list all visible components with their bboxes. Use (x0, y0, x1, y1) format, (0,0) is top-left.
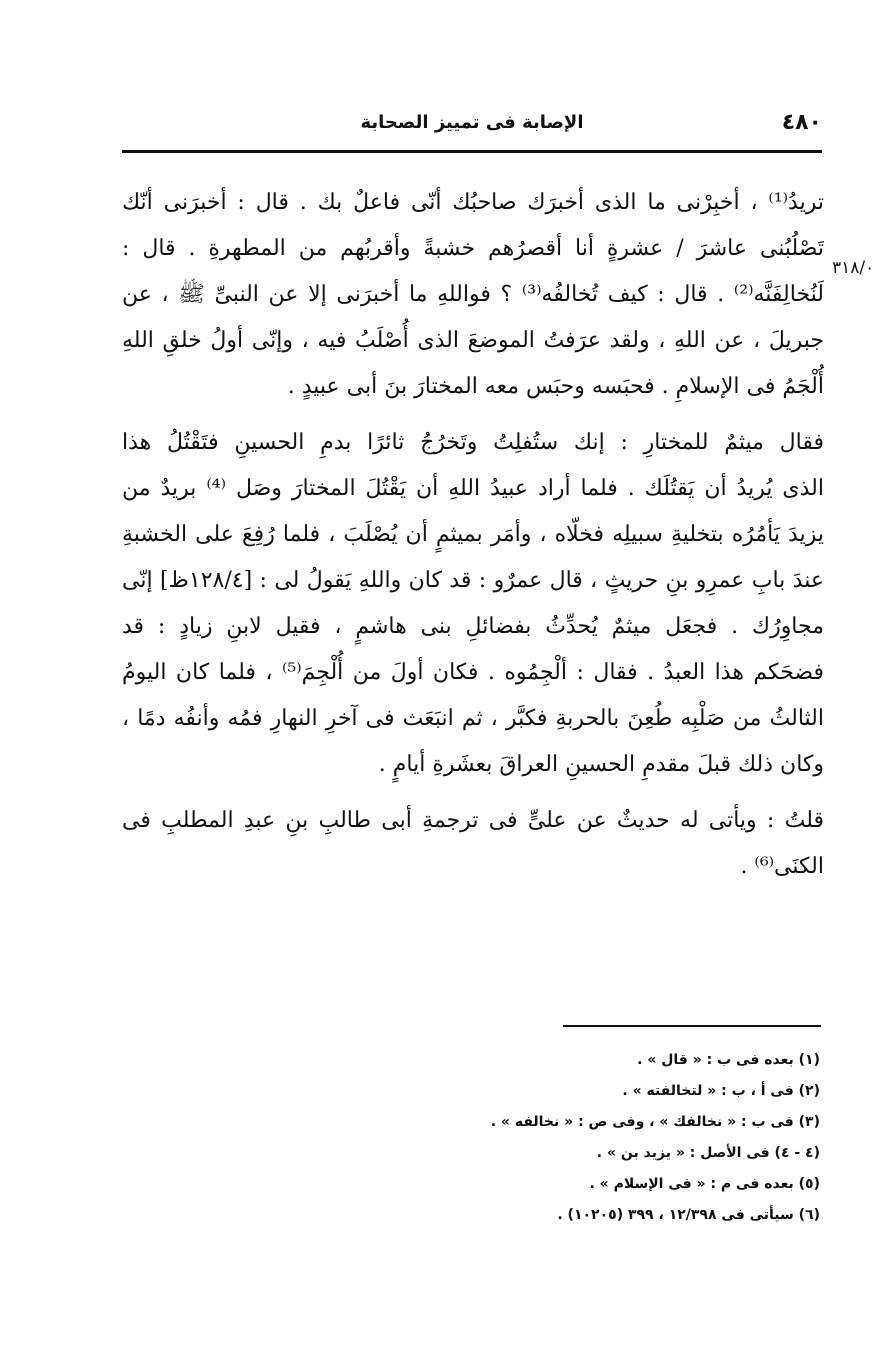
footnote: (٤ - ٤) فى الأصل : « يزيد بن » . (596, 1145, 820, 1161)
text-line: الثالثُ من صَلْبِه طُعِنَ بالحربةِ فكبَّر ، ثم انبَعَث فى آخرِ النهارِ فمُه وأنفُه دمًا ، (122, 706, 824, 731)
text-line: يزيدَ يَأمُرُه بتخليةِ سبيلِه فخلّاه ، وأمَر بميثمٍ أن يُصْلَبَ ، فلما رُفِعَ على الخشبةِ (122, 522, 824, 547)
text-line: فقال ميثمٌ للمختارِ : إنك ستُفلِتُ وتَخرُجُ ثائرًا بدمِ الحسينِ فتَقْتُلُ هذا (122, 430, 824, 455)
text-line: تَصْلُبُنى عاشرَ / عشرةٍ أنا أقصرُهم خشبةً وأقربُهم من المطهرةِ . قال : (122, 236, 824, 261)
footnotes (300, 1045, 820, 1231)
footnote: (٢) فى أ ، ب : « لتخالفته » . (622, 1083, 820, 1099)
header-rule (122, 150, 822, 153)
footnote: (٥) بعده فى م : « فى الإسلام » . (589, 1176, 820, 1192)
text-line: أُلْجَمُ فى الإسلامِ . فحبَسه وحبَس معه المختارَ بنَ أبى عبيدٍ . (287, 374, 824, 399)
paragraph-1 (122, 180, 824, 410)
footnote: (٣) فى ب : « نخالفك » ، وفى ص : « نخالفه » . (490, 1114, 820, 1130)
text-line: الذى يُريدُ أن يَقتُلَك . فلما أراد عبيدُ اللهِ أن يَقْتُلَ المختارَ وصَل ⁽⁴⁾ بريدٌ من (122, 476, 824, 501)
text-line: تريدُ⁽¹⁾ ، أخبِرْنى ما الذى أخبرَك صاحبُك أنّى فاعلٌ بك . قال : أخبرَنى أنّك (122, 190, 824, 215)
text-line: جبريلَ ، عن اللهِ ، ولقد عرَفتُ الموضعَ الذى أُصْلَبُ فيه ، وإنّى أولُ خلقِ اللهِ (122, 328, 824, 353)
footnote: (٦) سيأتى فى ١٢/٣٩٨ ، ٣٩٩ (١٠٢٠٥) . (557, 1207, 820, 1223)
main-text (122, 180, 824, 900)
running-title: الإصابة فى تمييز الصحابة (360, 112, 584, 133)
text-line: عندَ بابِ عمرِو بنِ حريثٍ ، قال عمرٌو : قد كان واللهِ يَقولُ لى : [١٢٨/٤ظ] إنّى (122, 568, 824, 593)
paragraph-2 (122, 420, 824, 788)
text-line: قلتُ : ويأتى له حديثٌ عن علىٍّ فى ترجمةِ أبى طالبِ بنِ عبدِ المطلبِ فى (122, 808, 824, 833)
page-number: ٤٨٠ (781, 110, 822, 135)
footnote-rule (563, 1025, 821, 1027)
page-header (122, 104, 822, 144)
paragraph-3 (122, 798, 824, 890)
text-line: مجاوِرُك . فجعَل ميثمٌ يُحدِّثُ بفضائلِ بنى هاشمٍ ، فقيل لابنِ زيادٍ : قد (122, 614, 824, 639)
text-line: لَنُخالِفَنَّه⁽²⁾ . قال : كيف تُخالفُه⁽³⁾ ؟ فواللهِ ما أخبرَنى إلا عن النبىِّ ﷺ ، عن (122, 282, 824, 307)
margin-reference: ٣١٨/٠ (832, 258, 875, 278)
footnote: (١) بعده فى ب : « قال » . (637, 1052, 820, 1068)
text-line: الكنَى⁽⁶⁾ . (740, 854, 824, 879)
text-line: فضحَكم هذا العبدُ . فقال : ألْجِمُوه . فكان أولَ من أُلْجِمَ⁽⁵⁾ ، فلما كان اليومُ (122, 660, 824, 685)
text-line: وكان ذلك قبلَ مقدمِ الحسينِ العراقَ بعشَرةِ أيامٍ . (378, 752, 824, 777)
